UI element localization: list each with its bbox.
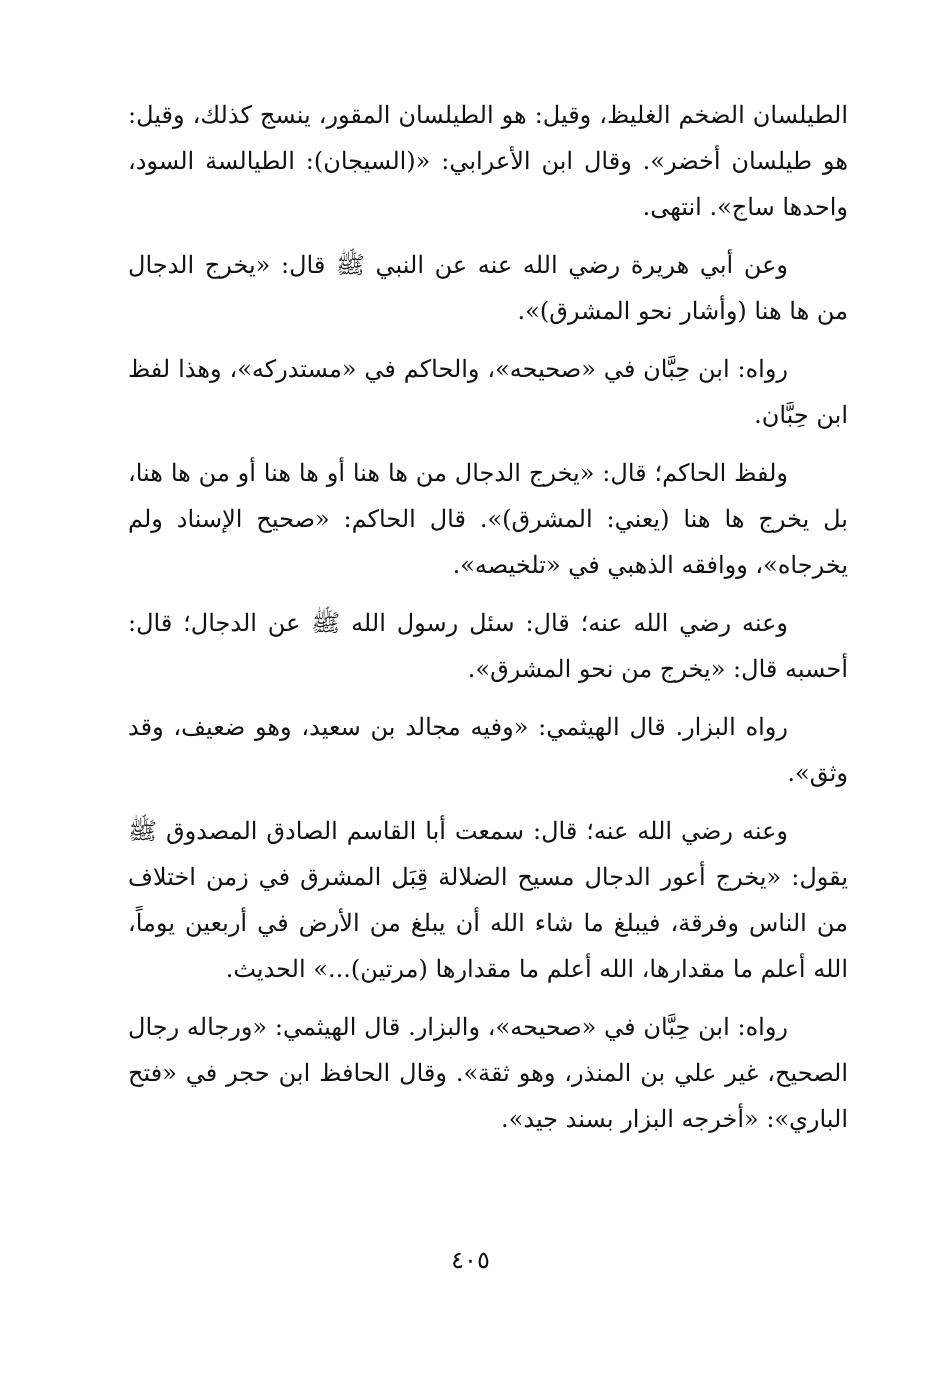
page-number: ٤٠٥ [451,1246,490,1274]
page-body [128,92,848,1142]
paragraph-narration-2: رواه البزار. قال الهيثمي: «وفيه مجالد بن سعيد، وهو ضعيف، وقد وثق». [128,713,848,787]
paragraph-hakim-wording: ولفظ الحاكم؛ قال: «يخرج الدجال من ها هنا أو ها هنا أو من ها هنا، بل يخرج ها هنا (يعني: المشرق)». قال الحاكم: «صحيح الإسناد ولم يخرجاه»، ووافقه الذهبي في «تلخيصه». [128,459,848,579]
paragraph-hadith-2: وعنه رضي الله عنه؛ قال: سئل رسول الله ﷺ عن الدجال؛ قال: أحسبه قال: «يخرج من نحو المشرق». [128,609,848,683]
paragraph-hadith-1: وعن أبي هريرة رضي الله عنه عن النبي ﷺ قال: «يخرج الدجال من ها هنا (وأشار نحو المشرق)». [128,251,848,325]
paragraph-continuation: الطيلسان الضخم الغليظ، وقيل: هو الطيلسان المقور، ينسج كذلك، وقيل: هو طيلسان أخضر». وقال ابن الأعرابي: «(السيجان): الطيالسة السود، واحدها ساج». انتهى. [128,101,848,221]
paragraph-hadith-3: وعنه رضي الله عنه؛ قال: سمعت أبا القاسم الصادق المصدوق ﷺ يقول: «يخرج أعور الدجال مسيح الضلالة قِبَل المشرق في زمن اختلاف من الناس وفرقة، فيبلغ ما شاء الله أن يبلغ من الأرض في أربعين يوماً، الله أعلم ما مقدارها، الله أعلم ما مقدارها (مرتين)...» الحديث. [128,817,848,983]
paragraph-narration-1: رواه: ابن حِبَّان في «صحيحه»، والحاكم في «مستدركه»، وهذا لفظ ابن حِبَّان. [128,355,848,429]
paragraph-narration-3: رواه: ابن حِبَّان في «صحيحه»، والبزار. قال الهيثمي: «ورجاله رجال الصحيح، غير علي بن المنذر، وهو ثقة». وقال الحافظ ابن حجر في «فتح الباري»: «أخرجه البزار بسند جيد». [128,1013,848,1133]
